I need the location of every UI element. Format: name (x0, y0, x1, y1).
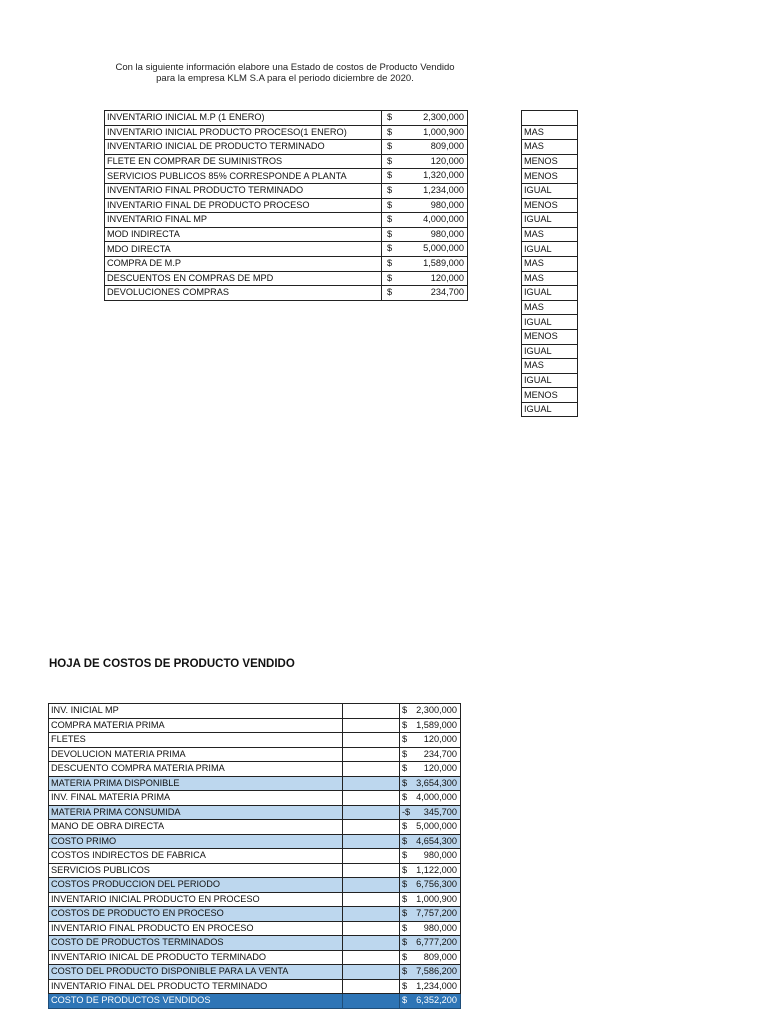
operators-column (521, 110, 578, 417)
data-label: FLETE EN COMPRAR DE SUMINISTROS (105, 154, 382, 169)
cost-label: DEVOLUCION MATERIA PRIMA (49, 747, 343, 762)
data-label: DEVOLUCIONES COMPRAS (105, 286, 382, 301)
cost-amount: 7,757,200 (416, 908, 457, 918)
cost-row (49, 979, 461, 994)
data-amount: 120,000 (430, 155, 464, 166)
cost-empty-cell (343, 849, 400, 864)
cost-empty-cell (343, 834, 400, 849)
operator-row (522, 183, 578, 198)
currency-symbol: -$ (402, 806, 411, 817)
operator-cell: MAS (522, 125, 578, 140)
operator-row (522, 154, 578, 169)
currency-symbol: $ (387, 155, 393, 166)
cost-amount: 1,000,900 (416, 893, 457, 904)
data-amount: 5,000,000 (423, 243, 464, 254)
cost-amount: 234,700 (423, 748, 457, 759)
cost-label: COSTOS INDIRECTOS DE FABRICA (49, 849, 343, 864)
currency-symbol: $ (402, 908, 408, 918)
data-label: SERVICIOS PUBLICOS 85% CORRESPONDE A PLANTA (105, 169, 382, 184)
cost-label: MATERIA PRIMA DISPONIBLE (49, 776, 343, 791)
data-label: INVENTARIO FINAL PRODUCTO TERMINADO (105, 183, 382, 198)
data-amount-cell (382, 183, 468, 198)
currency-symbol: $ (387, 272, 393, 283)
data-amount-cell (382, 198, 468, 213)
cost-value-cell (400, 747, 461, 762)
given-data-table (104, 110, 468, 301)
data-label: MOD INDIRECTA (105, 227, 382, 242)
cost-row (49, 733, 461, 748)
currency-symbol: $ (387, 170, 393, 181)
currency-symbol: $ (387, 228, 393, 239)
operator-row (522, 169, 578, 184)
data-amount: 980,000 (430, 228, 464, 239)
operator-cell: MAS (522, 256, 578, 271)
cost-empty-cell (343, 747, 400, 762)
data-label: MDO DIRECTA (105, 242, 382, 257)
cost-value-cell (400, 936, 461, 951)
intro-line-2: para la empresa KLM S.A para el periodo diciembre de 2020. (156, 73, 414, 84)
operator-row (522, 286, 578, 301)
operator-cell: MENOS (522, 198, 578, 213)
currency-symbol: $ (402, 879, 408, 889)
cost-empty-cell (343, 979, 400, 994)
operator-cell: IGUAL (522, 315, 578, 330)
cost-empty-cell (343, 936, 400, 951)
cost-amount: 1,589,000 (416, 719, 457, 730)
operator-cell: MAS (522, 271, 578, 286)
currency-symbol: $ (402, 792, 408, 802)
data-amount: 234,700 (430, 287, 464, 298)
cost-empty-cell (343, 994, 400, 1009)
operator-row (522, 402, 578, 417)
cost-amount: 120,000 (423, 734, 457, 744)
cost-empty-cell (343, 965, 400, 980)
cost-empty-cell (343, 820, 400, 835)
operator-row (522, 388, 578, 403)
cost-amount: 980,000 (423, 922, 457, 933)
operator-row (522, 329, 578, 344)
cost-label: INV. FINAL MATERIA PRIMA (49, 791, 343, 806)
cost-amount: 2,300,000 (416, 705, 457, 715)
data-amount-cell (382, 213, 468, 228)
cost-label: FLETES (49, 733, 343, 748)
data-amount-cell (382, 140, 468, 155)
cost-empty-cell (343, 863, 400, 878)
cost-label: COSTO PRIMO (49, 834, 343, 849)
data-amount: 1,234,000 (423, 184, 464, 195)
operator-row (522, 227, 578, 242)
cost-amount: 4,000,000 (416, 792, 457, 802)
currency-symbol: $ (402, 980, 408, 991)
data-label: COMPRA DE M.P (105, 256, 382, 271)
cost-amount: 6,756,300 (416, 879, 457, 889)
operator-cell: IGUAL (522, 344, 578, 359)
data-amount: 1,000,900 (423, 126, 464, 137)
currency-symbol: $ (387, 243, 393, 254)
cost-row (49, 791, 461, 806)
cost-empty-cell (343, 805, 400, 820)
data-label: DESCUENTOS EN COMPRAS DE MPD (105, 271, 382, 286)
cost-amount: 1,234,000 (416, 980, 457, 991)
currency-symbol: $ (402, 821, 408, 831)
currency-symbol: $ (402, 937, 408, 947)
cost-row (49, 762, 461, 777)
data-amount-cell (382, 154, 468, 169)
data-row (105, 213, 468, 228)
cost-row (49, 849, 461, 864)
data-amount-cell (382, 271, 468, 286)
currency-symbol: $ (402, 777, 408, 788)
currency-symbol: $ (402, 995, 408, 1005)
operator-cell: MENOS (522, 154, 578, 169)
cost-row (49, 994, 461, 1009)
operator-row (522, 359, 578, 374)
cost-row (49, 776, 461, 791)
cost-row (49, 834, 461, 849)
cost-empty-cell (343, 762, 400, 777)
cost-amount: 980,000 (423, 850, 457, 860)
cost-value-cell (400, 921, 461, 936)
cost-value-cell (400, 791, 461, 806)
operator-row (522, 125, 578, 140)
data-amount: 1,589,000 (423, 257, 464, 268)
data-amount: 4,000,000 (423, 214, 464, 225)
cost-amount: 5,000,000 (416, 821, 457, 831)
operator-cell: IGUAL (522, 213, 578, 228)
currency-symbol: $ (402, 893, 408, 904)
data-label: INVENTARIO FINAL MP (105, 213, 382, 228)
operator-row (522, 213, 578, 228)
cost-empty-cell (343, 892, 400, 907)
cost-value-cell (400, 892, 461, 907)
cost-value-cell (400, 965, 461, 980)
cost-label: INVENTARIO INICAL DE PRODUCTO TERMINADO (49, 950, 343, 965)
data-row (105, 140, 468, 155)
cost-label: SERVICIOS PUBLICOS (49, 863, 343, 878)
data-row (105, 198, 468, 213)
operator-row (522, 198, 578, 213)
operator-cell: MAS (522, 300, 578, 315)
data-amount-cell (382, 169, 468, 184)
data-amount-cell (382, 256, 468, 271)
operator-cell: MAS (522, 227, 578, 242)
cost-amount: 120,000 (423, 763, 457, 773)
cost-sheet-title: HOJA DE COSTOS DE PRODUCTO VENDIDO (49, 658, 295, 670)
operator-row (522, 111, 578, 126)
data-amount-cell (382, 242, 468, 257)
currency-symbol: $ (402, 763, 408, 773)
data-row (105, 169, 468, 184)
cost-label: INV. INICIAL MP (49, 704, 343, 719)
data-amount: 980,000 (430, 199, 464, 210)
intro-line-1: Con la siguiente información elabore una Estado de costos de Producto Vendido (115, 62, 455, 73)
cost-label: COSTO DE PRODUCTOS VENDIDOS (49, 994, 343, 1009)
cost-empty-cell (343, 718, 400, 733)
cost-value-cell (400, 907, 461, 922)
operator-cell (522, 111, 578, 126)
data-amount-cell (382, 286, 468, 301)
currency-symbol: $ (402, 734, 408, 744)
cost-label: COSTOS DE PRODUCTO EN PROCESO (49, 907, 343, 922)
cost-empty-cell (343, 921, 400, 936)
data-label: INVENTARIO FINAL DE PRODUCTO PROCESO (105, 198, 382, 213)
cost-amount: 4,654,300 (416, 835, 457, 846)
operator-row (522, 315, 578, 330)
cost-row (49, 907, 461, 922)
operator-cell: MENOS (522, 388, 578, 403)
cost-row (49, 950, 461, 965)
cost-label: MANO DE OBRA DIRECTA (49, 820, 343, 835)
cost-label: COSTO DEL PRODUCTO DISPONIBLE PARA LA VENTA (49, 965, 343, 980)
operator-row (522, 373, 578, 388)
currency-symbol: $ (402, 719, 408, 730)
cost-value-cell (400, 979, 461, 994)
currency-symbol: $ (402, 748, 408, 759)
cost-value-cell (400, 994, 461, 1009)
cost-label: INVENTARIO FINAL PRODUCTO EN PROCESO (49, 921, 343, 936)
currency-symbol: $ (402, 966, 408, 976)
cost-value-cell (400, 805, 461, 820)
operator-cell: MENOS (522, 169, 578, 184)
data-row (105, 183, 468, 198)
cost-amount: 345,700 (423, 806, 457, 817)
cost-row (49, 878, 461, 893)
currency-symbol: $ (402, 850, 408, 860)
data-row (105, 154, 468, 169)
operator-row (522, 300, 578, 315)
data-row (105, 242, 468, 257)
cost-amount: 1,122,000 (416, 864, 457, 875)
currency-symbol: $ (402, 922, 408, 933)
cost-value-cell (400, 704, 461, 719)
currency-symbol: $ (387, 257, 393, 268)
cost-row (49, 718, 461, 733)
cost-row (49, 704, 461, 719)
data-row (105, 271, 468, 286)
cost-row (49, 936, 461, 951)
cost-empty-cell (343, 878, 400, 893)
cost-value-cell (400, 950, 461, 965)
cost-amount: 7,586,200 (416, 966, 457, 976)
cost-amount: 6,777,200 (416, 937, 457, 947)
currency-symbol: $ (387, 287, 393, 298)
cost-value-cell (400, 834, 461, 849)
operator-cell: IGUAL (522, 373, 578, 388)
cost-label: INVENTARIO INICIAL PRODUCTO EN PROCESO (49, 892, 343, 907)
data-amount: 809,000 (430, 141, 464, 152)
currency-symbol: $ (387, 214, 393, 225)
data-row (105, 125, 468, 140)
data-amount-cell (382, 111, 468, 126)
cost-empty-cell (343, 907, 400, 922)
data-row (105, 286, 468, 301)
currency-symbol: $ (402, 864, 408, 875)
cost-amount: 6,352,200 (416, 995, 457, 1005)
cost-empty-cell (343, 950, 400, 965)
cost-row (49, 820, 461, 835)
cost-value-cell (400, 733, 461, 748)
cost-value-cell (400, 820, 461, 835)
operator-cell: MAS (522, 359, 578, 374)
data-amount: 2,300,000 (423, 112, 464, 122)
operator-cell: IGUAL (522, 402, 578, 417)
data-row (105, 227, 468, 242)
cost-amount: 3,654,300 (416, 777, 457, 788)
cost-label: INVENTARIO FINAL DEL PRODUCTO TERMINADO (49, 979, 343, 994)
cost-amount: 809,000 (423, 951, 457, 962)
cost-empty-cell (343, 791, 400, 806)
operator-row (522, 242, 578, 257)
cost-empty-cell (343, 776, 400, 791)
operator-row (522, 344, 578, 359)
cost-row (49, 805, 461, 820)
cost-row (49, 965, 461, 980)
operator-cell: MAS (522, 140, 578, 155)
operator-row (522, 271, 578, 286)
cost-empty-cell (343, 733, 400, 748)
cost-value-cell (400, 878, 461, 893)
operator-cell: MENOS (522, 329, 578, 344)
cost-label: MATERIA PRIMA CONSUMIDA (49, 805, 343, 820)
currency-symbol: $ (402, 951, 408, 962)
data-label: INVENTARIO INICIAL PRODUCTO PROCESO(1 ENERO) (105, 125, 382, 140)
data-amount-cell (382, 227, 468, 242)
cost-label: COSTO DE PRODUCTOS TERMINADOS (49, 936, 343, 951)
cost-row (49, 747, 461, 762)
currency-symbol: $ (387, 112, 393, 122)
data-label: INVENTARIO INICIAL M.P (1 ENERO) (105, 111, 382, 126)
cost-value-cell (400, 849, 461, 864)
cost-label: COSTOS PRODUCCION DEL PERIODO (49, 878, 343, 893)
cost-value-cell (400, 863, 461, 878)
cost-label: DESCUENTO COMPRA MATERIA PRIMA (49, 762, 343, 777)
currency-symbol: $ (402, 835, 408, 846)
currency-symbol: $ (402, 705, 408, 715)
operator-row (522, 256, 578, 271)
cost-value-cell (400, 762, 461, 777)
cost-label: COMPRA MATERIA PRIMA (49, 718, 343, 733)
cost-row (49, 892, 461, 907)
currency-symbol: $ (387, 141, 393, 152)
operator-cell: IGUAL (522, 183, 578, 198)
currency-symbol: $ (387, 184, 393, 195)
intro-text (100, 62, 470, 84)
data-amount: 120,000 (430, 272, 464, 283)
data-label: INVENTARIO INICIAL DE PRODUCTO TERMINADO (105, 140, 382, 155)
data-row (105, 111, 468, 126)
data-amount-cell (382, 125, 468, 140)
cost-value-cell (400, 718, 461, 733)
currency-symbol: $ (387, 199, 393, 210)
operator-cell: IGUAL (522, 242, 578, 257)
cost-row (49, 921, 461, 936)
data-row (105, 256, 468, 271)
cost-value-cell (400, 776, 461, 791)
data-amount: 1,320,000 (423, 170, 464, 181)
currency-symbol: $ (387, 126, 393, 137)
operator-row (522, 140, 578, 155)
cost-sheet-table (48, 703, 461, 1009)
cost-row (49, 863, 461, 878)
cost-empty-cell (343, 704, 400, 719)
operator-cell: IGUAL (522, 286, 578, 301)
